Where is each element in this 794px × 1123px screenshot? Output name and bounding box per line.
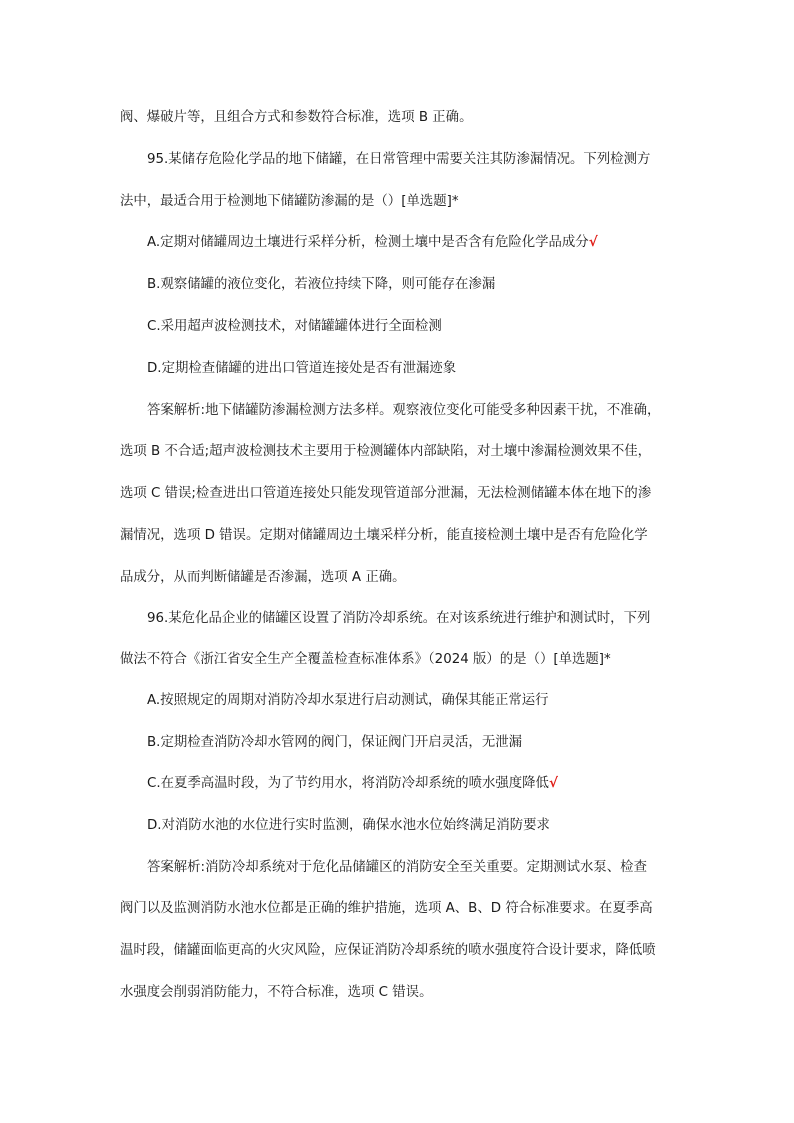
question-95-option-c: C.采用超声波检测技术，对储罐罐体进行全面检测 — [147, 319, 442, 334]
question-95-option-d: D.定期检查储罐的进出口管道连接处是否有泄漏迹象 — [147, 361, 457, 376]
answer-96-line-4: 水强度会削弱消防能力，不符合标准，选项 C 错误。 — [120, 985, 433, 1000]
question-96-stem-line-1: 96.某危化品企业的储罐区设置了消防冷却系统。在对该系统进行维护和测试时，下列 — [147, 611, 651, 626]
answer-95-line-3: 选项 C 错误;检查进出口管道连接处只能发现管道部分泄漏，无法检测储罐本体在地下的渗 — [120, 486, 652, 501]
question-96-stem-line-2: 做法不符合《浙江省安全生产全覆盖检查标准体系》（2024 版）的是（）[单选题]* — [120, 652, 611, 667]
question-95-stem-line-1: 95.某储存危险化学品的地下储罐，在日常管理中需要关注其防渗漏情况。下列检测方 — [147, 152, 651, 167]
answer-96-line-2: 阀门以及监测消防水池水位都是正确的维护措施，选项 A、B、D 符合标准要求。在夏季高 — [120, 901, 653, 916]
question-95-option-b: B.观察储罐的液位变化，若液位持续下降，则可能存在渗漏 — [147, 277, 496, 292]
question-96-option-b: B.定期检查消防冷却水管网的阀门，保证阀门开启灵活，无泄漏 — [147, 735, 522, 750]
question-96-option-d: D.对消防水池的水位进行实时监测，确保水池水位始终满足消防要求 — [147, 818, 550, 833]
answer-96-line-1: 答案解析:消防冷却系统对于危化品储罐区的消防安全至关重要。定期测试水泵、检查 — [147, 860, 647, 875]
previous-answer-tail: 阀、爆破片等，且组合方式和参数符合标准，选项 B 正确。 — [120, 110, 473, 125]
answer-95-line-5: 品成分，从而判断储罐是否渗漏，选项 A 正确。 — [120, 570, 406, 585]
answer-96-line-3: 温时段，储罐面临更高的火灾风险，应保证消防冷却系统的喷水强度符合设计要求，降低喷 — [120, 943, 656, 958]
correct-check-icon: √ — [588, 235, 598, 250]
option-text: A.定期对储罐周边土壤进行采样分析，检测土壤中是否含有危险化学品成分 — [147, 235, 589, 250]
answer-95-line-2: 选项 B 不合适;超声波检测技术主要用于检测罐体内部缺陷，对土壤中渗漏检测效果不佳， — [120, 444, 652, 459]
option-text: C.在夏季高温时段，为了节约用水，将消防冷却系统的喷水强度降低 — [147, 776, 549, 791]
question-95-option-a — [147, 234, 598, 252]
correct-check-icon: √ — [548, 776, 558, 791]
question-96-option-c — [147, 775, 558, 793]
question-95-stem-line-2: 法中，最适合用于检测地下储罐防渗漏的是（）[单选题]* — [120, 194, 459, 209]
answer-95-line-1: 答案解析:地下储罐防渗漏检测方法多样。观察液位变化可能受多种因素干扰，不准确， — [147, 403, 661, 418]
question-96-option-a: A.按照规定的周期对消防冷却水泵进行启动测试，确保其能正常运行 — [147, 693, 549, 708]
answer-95-line-4: 漏情况，选项 D 错误。定期对储罐周边土壤采样分析，能直接检测土壤中是否有危险化学 — [120, 528, 648, 543]
